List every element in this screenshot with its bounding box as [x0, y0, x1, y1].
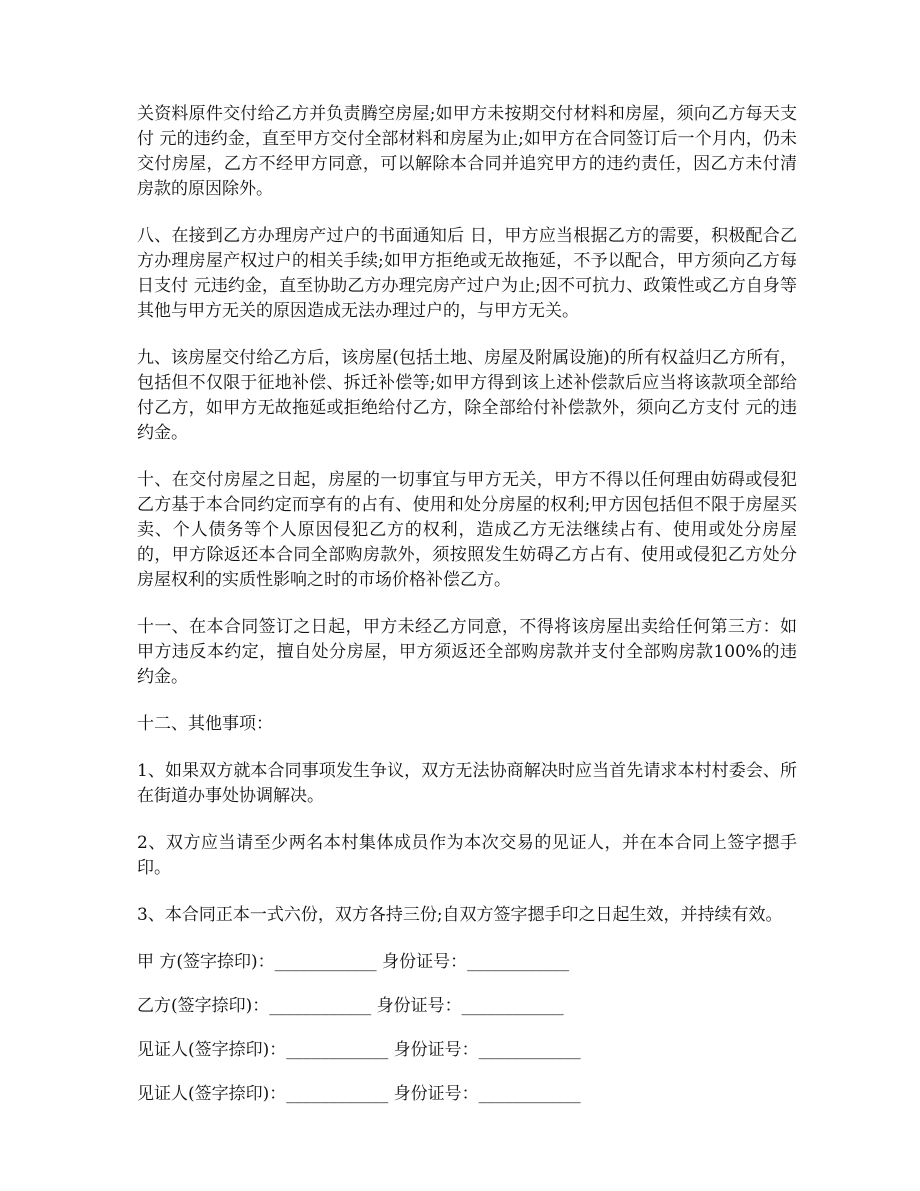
paragraph-clause-9: 九、该房屋交付给乙方后，该房屋(包括土地、房屋及附属设施)的所有权益归乙方所有，包括但不仅限于征地补偿、拆迁补偿等;如甲方得到该上述补偿款后应当将该款项全部给付乙方，如甲方无故拖延或拒绝给付乙方，除全部给付补偿款外，须向乙方支付 元的违约金。: [137, 348, 797, 443]
id-number-blank: ____________: [467, 952, 570, 972]
signature-label: 见证人(签字捺印)：: [137, 1040, 287, 1060]
paragraph-clause-12-heading: 十二、其他事项：: [137, 714, 273, 734]
signature-blank: ____________: [286, 1084, 389, 1104]
paragraph-item-3: 3、本合同正本一式六份，双方各持三份;自双方签字摁手印之日起生效，并持续有效。: [137, 905, 783, 925]
signature-block: [137, 950, 797, 1107]
signature-label: 见证人(签字捺印)：: [137, 1084, 287, 1104]
signature-label: 乙方(签字捺印)：: [137, 996, 270, 1016]
id-number-blank: ____________: [478, 1084, 581, 1104]
paragraph-clause-10: 十、在交付房屋之日起，房屋的一切事宜与甲方无关，甲方不得以任何理由妨碍或侵犯乙方基于本合同约定而享有的占有、使用和处分房屋的权利;甲方因包括但不限于房屋买卖、个人债务等个人原因侵犯乙方的权利，造成乙方无法继续占有、使用或处分房屋的，甲方除返还本合同全部购房款外，须按照发生妨碍乙方占有、使用或侵犯乙方处分房屋权利的实质性影响之时的市场价格补偿乙方。: [137, 470, 797, 590]
signature-label: 甲 方(签字捺印)：: [137, 952, 275, 972]
paragraph-clause-8: 八、在接到乙方办理房产过户的书面通知后 日，甲方应当根据乙方的需要，积极配合乙方办理房屋产权过户的相关手续;如甲方拒绝或无故拖延，不予以配合，甲方须向乙方每日支付 元违约金，直至协助乙方办理完房产过户为止;因不可抗力、政策性或乙方自身等其他与甲方无关的原因造成无法办理过户的，与甲方无关。: [137, 226, 797, 321]
paragraph-item-1: 1、如果双方就本合同事项发生争议，双方无法协商解决时应当首先请求本村村委会、所在街道办事处协调解决。: [137, 761, 797, 806]
paragraph-delivery-penalty: 关资料原件交付给乙方并负责腾空房屋;如甲方未按期交付材料和房屋，须向乙方每天支付 元的违约金，直至甲方交付全部材料和房屋为止;如甲方在合同签订后一个月内，仍未交付房屋，乙方不经甲方同意，可以解除本合同并追究甲方的违约责任，因乙方未付清房款的原因除外。: [137, 104, 797, 199]
signature-blank: ____________: [269, 996, 372, 1016]
signature-blank: ____________: [286, 1040, 389, 1060]
signature-blank: ____________: [274, 952, 377, 972]
id-number-blank: ____________: [461, 996, 564, 1016]
id-number-label: 身份证号：: [376, 996, 462, 1016]
id-number-blank: ____________: [478, 1040, 581, 1060]
signature-line-party-b: [137, 994, 797, 1019]
id-number-label: 身份证号：: [382, 952, 468, 972]
document-body: [137, 102, 797, 1126]
signature-line-witness-2: [137, 1082, 797, 1107]
signature-line-witness-1: [137, 1038, 797, 1063]
id-number-label: 身份证号：: [393, 1040, 479, 1060]
id-number-label: 身份证号：: [393, 1084, 479, 1104]
paragraph-clause-11: 十一、在本合同签订之日起，甲方未经乙方同意，不得将该房屋出卖给任何第三方：如甲方违反本约定，擅自处分房屋，甲方须返还全部购房款并支付全部购房款100%的违约金。: [137, 617, 797, 687]
signature-line-party-a: [137, 950, 797, 975]
paragraph-item-2: 2、双方应当请至少两名本村集体成员作为本次交易的见证人，并在本合同上签字摁手印。: [137, 833, 797, 878]
